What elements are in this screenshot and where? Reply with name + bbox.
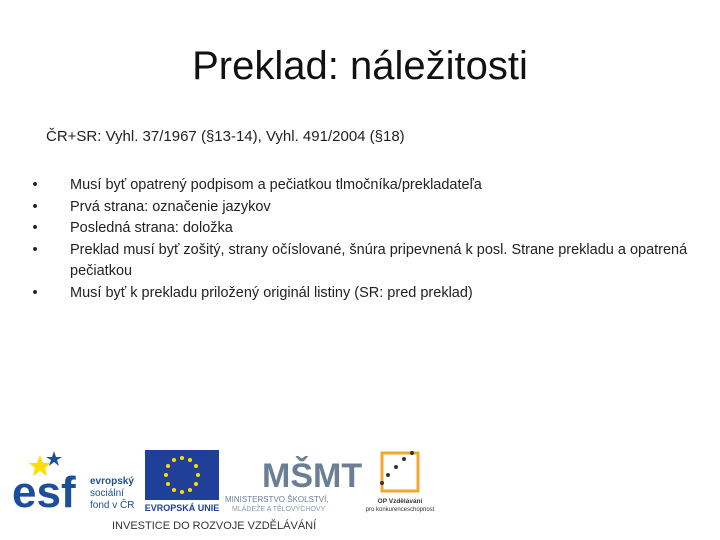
- esf-logo: [12, 451, 134, 517]
- eu-logo-text: EVROPSKÁ UNIE: [144, 503, 220, 513]
- esf-logo-text-1: evropský: [90, 476, 134, 487]
- msmt-logo-text-1: MINISTERSTVO ŠKOLSTVÍ,: [225, 495, 329, 504]
- bullet-text: Posledná strana: doložka: [70, 220, 233, 236]
- bullet-icon: •: [32, 198, 38, 215]
- list-item: [30, 218, 690, 240]
- esf-logo-text-2: sociální: [90, 488, 124, 499]
- bullet-icon: •: [32, 220, 38, 236]
- msmt-logo-mark: MŠMT: [262, 457, 363, 495]
- bullet-icon: •: [32, 241, 38, 258]
- list-item: [30, 197, 690, 219]
- slide-title: Preklad: náležitosti: [192, 44, 528, 88]
- bullet-icon: •: [32, 177, 38, 193]
- bullet-text: Musí byť k prekladu priložený originál listiny (SR: pred preklad): [70, 284, 473, 301]
- logo-footer-text: INVESTICE DO ROZVOJE VZDĚLÁVÁNÍ: [112, 520, 317, 532]
- list-item: [30, 240, 690, 283]
- list-item: [30, 283, 690, 305]
- eu-flag-logo: [145, 450, 220, 513]
- op-logo: [366, 451, 435, 513]
- esf-logo-mark: esf: [12, 468, 76, 517]
- bullet-list: [30, 175, 690, 304]
- op-logo-text-1: OP Vzdělávání: [377, 498, 423, 505]
- esf-logo-text-3: fond v ČR: [90, 500, 135, 511]
- logo-strip: [10, 445, 452, 535]
- slide-subtitle: ČR+SR: Vyhl. 37/1967 (§13-14), Vyhl. 491/2004 (§18): [46, 128, 405, 145]
- list-item: [30, 175, 690, 197]
- msmt-logo-text-2: MLÁDEŽE A TĚLOVÝCHOVY: [232, 506, 326, 513]
- msmt-logo: [225, 456, 362, 513]
- bullet-text: Prvá strana: označenie jazykov: [70, 198, 271, 215]
- bullet-text: Musí byť opatrený podpisom a pečiatkou tlmočníka/prekladateľa: [70, 177, 482, 193]
- op-logo-text-2: pro konkurenceschopnost: [365, 507, 435, 513]
- op-dots-icon: [380, 451, 414, 485]
- bullet-text: Preklad musí byť zošitý, strany očíslované, šnúra pripevnená k posl. Strane prekladu a opatrená pečiatkou: [70, 241, 688, 279]
- bullet-icon: •: [32, 284, 38, 301]
